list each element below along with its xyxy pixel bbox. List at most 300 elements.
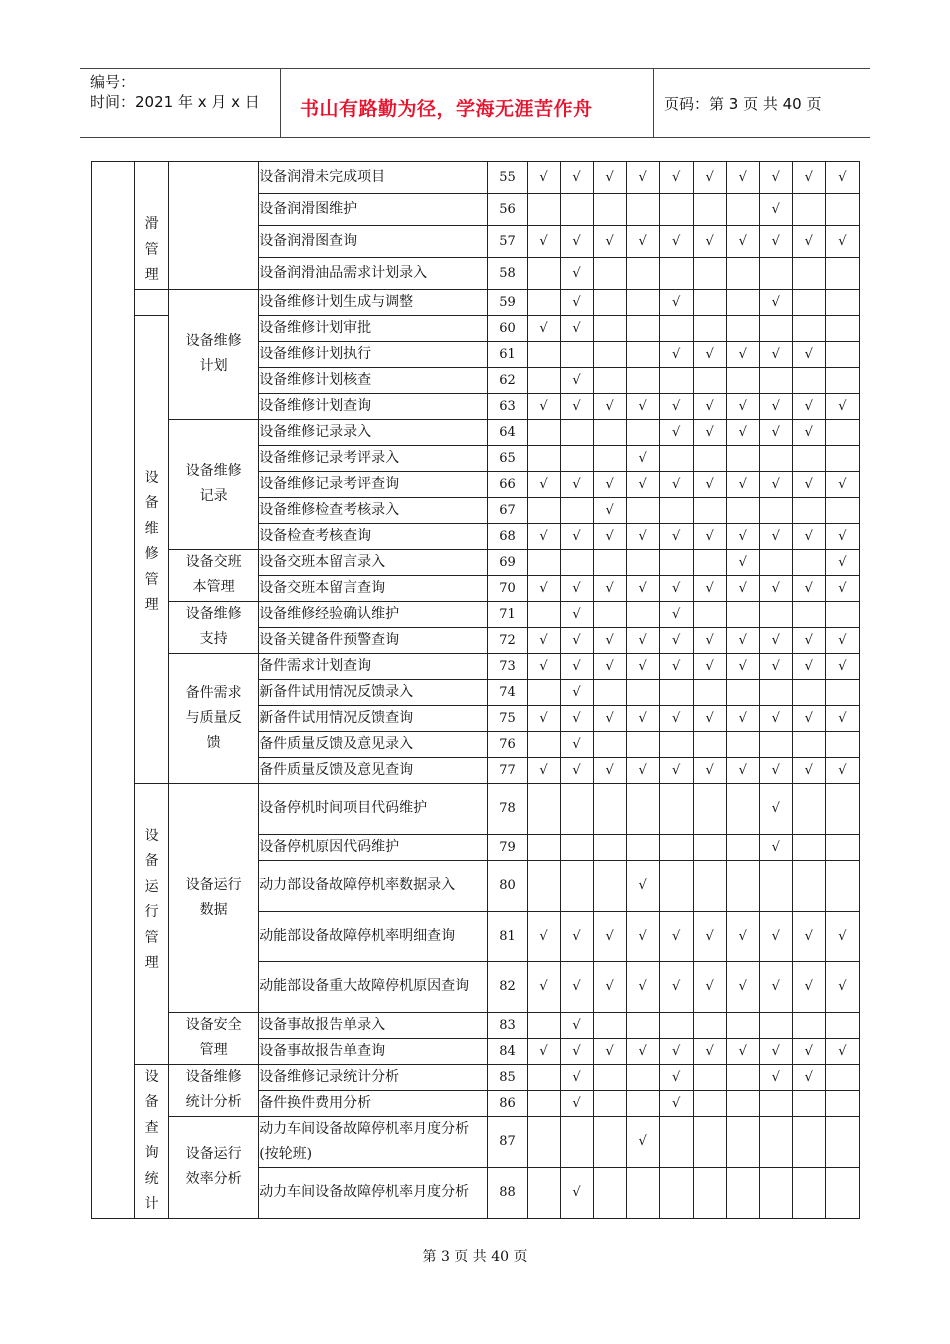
- check-mark: [626, 1064, 659, 1090]
- check-mark: [693, 679, 726, 705]
- check-mark: [792, 1167, 825, 1218]
- check-mark: [527, 679, 560, 705]
- check-mark: √: [726, 523, 759, 549]
- check-mark: √: [659, 705, 693, 731]
- check-mark: √: [560, 1012, 593, 1038]
- function-name: 新备件试用情况反馈查询: [259, 705, 488, 731]
- check-mark: [527, 601, 560, 627]
- check-mark: √: [726, 225, 759, 257]
- group-maint-label: 设备维修管理: [144, 469, 159, 613]
- check-mark: √: [825, 523, 859, 549]
- check-mark: [825, 419, 859, 445]
- table-row: [92, 419, 860, 445]
- check-mark: [593, 1012, 626, 1038]
- function-number: 82: [488, 961, 527, 1012]
- check-mark: [825, 731, 859, 757]
- check-mark: √: [825, 757, 859, 783]
- check-mark: [726, 367, 759, 393]
- check-mark: [792, 679, 825, 705]
- function-name: 设备事故报告单查询: [259, 1038, 488, 1064]
- function-number: 83: [488, 1012, 527, 1038]
- subgroup-shift: 设备交班本管理: [169, 549, 259, 601]
- check-mark: [726, 731, 759, 757]
- check-mark: √: [527, 523, 560, 549]
- check-mark: √: [825, 627, 859, 653]
- function-name: 设备检查考核查询: [259, 523, 488, 549]
- check-mark: √: [726, 1038, 759, 1064]
- function-name: 设备润滑图维护: [259, 193, 488, 225]
- check-mark: [726, 289, 759, 315]
- check-mark: [693, 1116, 726, 1167]
- check-mark: [593, 783, 626, 834]
- function-name: 设备维修计划审批: [259, 315, 488, 341]
- check-mark: [560, 341, 593, 367]
- table-row: [92, 162, 860, 194]
- check-mark: √: [560, 705, 593, 731]
- check-mark: √: [825, 1038, 859, 1064]
- check-mark: [825, 1064, 859, 1090]
- subgroup-safety: 设备安全管理: [169, 1012, 259, 1064]
- check-mark: [759, 549, 792, 575]
- check-mark: [659, 367, 693, 393]
- check-mark: [759, 367, 792, 393]
- check-mark: [659, 315, 693, 341]
- check-mark: [659, 445, 693, 471]
- check-mark: √: [593, 1038, 626, 1064]
- group-query-label: 设备查询统计: [144, 1068, 159, 1212]
- function-number: 66: [488, 471, 527, 497]
- check-mark: √: [527, 471, 560, 497]
- check-mark: [659, 1167, 693, 1218]
- function-number: 81: [488, 911, 527, 961]
- check-mark: [726, 257, 759, 289]
- check-mark: √: [759, 523, 792, 549]
- check-mark: [593, 549, 626, 575]
- function-number: 64: [488, 419, 527, 445]
- check-mark: √: [659, 653, 693, 679]
- check-mark: √: [693, 653, 726, 679]
- check-mark: [659, 834, 693, 860]
- check-mark: [825, 193, 859, 225]
- check-mark: [693, 860, 726, 911]
- check-mark: [693, 731, 726, 757]
- check-mark: √: [759, 393, 792, 419]
- page-footer: 第 3 页 共 40 页: [422, 1249, 528, 1265]
- check-mark: √: [560, 523, 593, 549]
- check-mark: [659, 193, 693, 225]
- header-divider: [653, 69, 654, 137]
- check-mark: √: [626, 961, 659, 1012]
- check-mark: √: [726, 419, 759, 445]
- check-mark: √: [560, 1167, 593, 1218]
- check-mark: √: [659, 1090, 693, 1116]
- check-mark: √: [759, 162, 792, 194]
- check-mark: √: [593, 225, 626, 257]
- check-mark: √: [626, 471, 659, 497]
- function-name: 设备维修计划核查: [259, 367, 488, 393]
- check-mark: √: [527, 575, 560, 601]
- table-row: [92, 1064, 860, 1090]
- check-mark: [626, 341, 659, 367]
- check-mark: √: [560, 627, 593, 653]
- check-mark: √: [659, 523, 693, 549]
- function-number: 71: [488, 601, 527, 627]
- function-number: 61: [488, 341, 527, 367]
- group-query: [135, 1064, 169, 1218]
- check-mark: [693, 1090, 726, 1116]
- group-lube: [135, 162, 169, 290]
- check-mark: [792, 315, 825, 341]
- check-mark: √: [560, 575, 593, 601]
- function-name: 设备维修检查考核录入: [259, 497, 488, 523]
- function-number: 87: [488, 1116, 527, 1167]
- check-mark: [560, 860, 593, 911]
- check-mark: [693, 783, 726, 834]
- check-mark: √: [659, 961, 693, 1012]
- check-mark: √: [527, 393, 560, 419]
- check-mark: [527, 1090, 560, 1116]
- check-mark: √: [792, 961, 825, 1012]
- check-mark: [825, 367, 859, 393]
- check-mark: √: [693, 162, 726, 194]
- check-mark: [593, 289, 626, 315]
- check-mark: [626, 315, 659, 341]
- function-number: 80: [488, 860, 527, 911]
- check-mark: [726, 445, 759, 471]
- table-row: [92, 1116, 860, 1167]
- check-mark: √: [759, 705, 792, 731]
- check-mark: [560, 783, 593, 834]
- check-mark: √: [759, 757, 792, 783]
- check-mark: √: [825, 393, 859, 419]
- check-mark: √: [560, 471, 593, 497]
- check-mark: √: [659, 289, 693, 315]
- check-mark: [527, 367, 560, 393]
- function-name: 设备维修计划查询: [259, 393, 488, 419]
- check-mark: [792, 601, 825, 627]
- subgroup-record: 设备维修记录: [169, 419, 259, 549]
- check-mark: [527, 341, 560, 367]
- check-mark: √: [825, 225, 859, 257]
- check-mark: [593, 419, 626, 445]
- check-mark: [726, 1116, 759, 1167]
- group-maint: [135, 315, 169, 783]
- check-mark: [626, 549, 659, 575]
- function-number: 77: [488, 757, 527, 783]
- check-mark: √: [593, 162, 626, 194]
- check-mark: [726, 1012, 759, 1038]
- code-label: 编号：: [90, 73, 136, 91]
- check-mark: [560, 1116, 593, 1167]
- header-divider: [280, 69, 281, 137]
- check-mark: √: [759, 419, 792, 445]
- check-mark: [693, 1167, 726, 1218]
- function-number: 78: [488, 783, 527, 834]
- function-number: 76: [488, 731, 527, 757]
- function-name: 备件需求计划查询: [259, 653, 488, 679]
- blank-cell: [135, 289, 169, 315]
- check-mark: √: [560, 367, 593, 393]
- check-mark: √: [626, 1116, 659, 1167]
- check-mark: √: [726, 549, 759, 575]
- function-number: 70: [488, 575, 527, 601]
- check-mark: [560, 834, 593, 860]
- check-mark: √: [693, 471, 726, 497]
- table-row: [92, 601, 860, 627]
- check-mark: [560, 193, 593, 225]
- group-oper: [135, 783, 169, 1064]
- check-mark: [659, 1012, 693, 1038]
- check-mark: [825, 601, 859, 627]
- check-mark: [593, 257, 626, 289]
- check-mark: √: [560, 257, 593, 289]
- check-mark: [693, 601, 726, 627]
- check-mark: √: [759, 471, 792, 497]
- check-mark: [726, 497, 759, 523]
- check-mark: [527, 445, 560, 471]
- check-mark: [726, 1090, 759, 1116]
- function-name: 动能部设备重大故障停机原因查询: [259, 961, 488, 1012]
- check-mark: √: [693, 225, 726, 257]
- function-name: 动力部设备故障停机率数据录入: [259, 860, 488, 911]
- check-mark: √: [792, 225, 825, 257]
- function-number: 73: [488, 653, 527, 679]
- check-mark: √: [527, 627, 560, 653]
- time-label: 时间：2021 年 x 月 x 日: [90, 93, 260, 111]
- check-mark: √: [593, 757, 626, 783]
- function-number: 60: [488, 315, 527, 341]
- check-mark: √: [659, 575, 693, 601]
- function-name: 设备事故报告单录入: [259, 1012, 488, 1038]
- check-mark: √: [593, 705, 626, 731]
- check-mark: √: [593, 911, 626, 961]
- check-mark: √: [659, 757, 693, 783]
- check-mark: √: [693, 341, 726, 367]
- function-name: 新备件试用情况反馈录入: [259, 679, 488, 705]
- check-mark: [527, 731, 560, 757]
- function-number: 55: [488, 162, 527, 194]
- function-name: 设备交班本留言查询: [259, 575, 488, 601]
- check-mark: √: [527, 653, 560, 679]
- check-mark: √: [693, 911, 726, 961]
- check-mark: [693, 1012, 726, 1038]
- check-mark: √: [659, 471, 693, 497]
- function-name: 设备维修记录统计分析: [259, 1064, 488, 1090]
- check-mark: [560, 497, 593, 523]
- check-mark: [825, 783, 859, 834]
- function-number: 74: [488, 679, 527, 705]
- check-mark: √: [527, 225, 560, 257]
- check-mark: [593, 1064, 626, 1090]
- check-mark: [825, 1012, 859, 1038]
- check-mark: √: [825, 705, 859, 731]
- function-number: 72: [488, 627, 527, 653]
- check-mark: √: [659, 162, 693, 194]
- check-mark: [593, 445, 626, 471]
- check-mark: √: [626, 757, 659, 783]
- check-mark: √: [726, 705, 759, 731]
- function-name: 设备润滑未完成项目: [259, 162, 488, 194]
- check-mark: [759, 731, 792, 757]
- function-name: 设备维修计划生成与调整: [259, 289, 488, 315]
- check-mark: [792, 860, 825, 911]
- function-name: 备件质量反馈及意见查询: [259, 757, 488, 783]
- check-mark: √: [593, 471, 626, 497]
- function-number: 57: [488, 225, 527, 257]
- check-mark: [659, 731, 693, 757]
- check-mark: √: [626, 445, 659, 471]
- check-mark: [527, 497, 560, 523]
- check-mark: √: [527, 757, 560, 783]
- check-mark: [693, 315, 726, 341]
- check-mark: [825, 679, 859, 705]
- function-number: 86: [488, 1090, 527, 1116]
- check-mark: √: [759, 225, 792, 257]
- check-mark: √: [759, 1064, 792, 1090]
- check-mark: [593, 341, 626, 367]
- check-mark: [659, 1116, 693, 1167]
- check-mark: √: [759, 1038, 792, 1064]
- check-mark: [527, 834, 560, 860]
- check-mark: [659, 860, 693, 911]
- blank-cell: [92, 162, 135, 1219]
- check-mark: √: [659, 1038, 693, 1064]
- check-mark: [825, 1090, 859, 1116]
- check-mark: √: [626, 575, 659, 601]
- check-mark: [792, 1012, 825, 1038]
- check-mark: √: [726, 575, 759, 601]
- check-mark: √: [792, 471, 825, 497]
- check-mark: √: [792, 1064, 825, 1090]
- check-mark: √: [693, 523, 726, 549]
- check-mark: √: [626, 653, 659, 679]
- check-mark: √: [693, 961, 726, 1012]
- check-mark: [759, 497, 792, 523]
- function-number: 56: [488, 193, 527, 225]
- check-mark: [792, 367, 825, 393]
- check-mark: [626, 834, 659, 860]
- check-mark: [825, 341, 859, 367]
- check-mark: [659, 549, 693, 575]
- check-mark: [593, 367, 626, 393]
- function-name: 设备维修经验确认维护: [259, 601, 488, 627]
- check-mark: √: [626, 705, 659, 731]
- check-mark: [593, 601, 626, 627]
- check-mark: √: [593, 497, 626, 523]
- check-mark: [759, 1012, 792, 1038]
- check-mark: [527, 1167, 560, 1218]
- check-mark: √: [726, 341, 759, 367]
- permission-table: [91, 161, 860, 1219]
- check-mark: √: [659, 1064, 693, 1090]
- check-mark: √: [626, 1038, 659, 1064]
- check-mark: √: [792, 757, 825, 783]
- check-mark: √: [560, 961, 593, 1012]
- check-mark: √: [792, 419, 825, 445]
- check-mark: [593, 1090, 626, 1116]
- check-mark: [560, 549, 593, 575]
- check-mark: [792, 445, 825, 471]
- check-mark: [825, 497, 859, 523]
- check-mark: √: [693, 757, 726, 783]
- check-mark: √: [560, 225, 593, 257]
- check-mark: √: [726, 471, 759, 497]
- subgroup-stat: 设备维修统计分析: [169, 1064, 259, 1116]
- check-mark: [626, 783, 659, 834]
- check-mark: √: [726, 757, 759, 783]
- check-mark: √: [792, 627, 825, 653]
- function-name: 设备维修记录考评查询: [259, 471, 488, 497]
- page-number-label: 页码：第 3 页 共 40 页: [664, 95, 822, 113]
- check-mark: √: [626, 162, 659, 194]
- subgroup-spare: 备件需求与质量反馈: [169, 653, 259, 783]
- function-number: 67: [488, 497, 527, 523]
- check-mark: √: [726, 961, 759, 1012]
- check-mark: [527, 289, 560, 315]
- check-mark: [693, 367, 726, 393]
- check-mark: √: [759, 575, 792, 601]
- check-mark: √: [693, 705, 726, 731]
- check-mark: [693, 834, 726, 860]
- check-mark: [593, 1167, 626, 1218]
- check-mark: √: [593, 961, 626, 1012]
- check-mark: [792, 783, 825, 834]
- check-mark: [527, 549, 560, 575]
- check-mark: [792, 1116, 825, 1167]
- table-row: [92, 549, 860, 575]
- check-mark: [626, 1167, 659, 1218]
- check-mark: √: [659, 393, 693, 419]
- check-mark: √: [726, 393, 759, 419]
- check-mark: √: [825, 911, 859, 961]
- check-mark: √: [560, 289, 593, 315]
- check-mark: [726, 679, 759, 705]
- check-mark: [759, 1167, 792, 1218]
- check-mark: √: [792, 523, 825, 549]
- check-mark: √: [825, 471, 859, 497]
- check-mark: √: [825, 549, 859, 575]
- check-mark: [759, 679, 792, 705]
- group-lube-label: 滑管理: [144, 216, 159, 283]
- check-mark: √: [792, 393, 825, 419]
- check-mark: [560, 445, 593, 471]
- check-mark: [759, 601, 792, 627]
- check-mark: √: [759, 193, 792, 225]
- table-row: [92, 653, 860, 679]
- check-mark: √: [626, 393, 659, 419]
- blank-cell: [169, 162, 259, 290]
- function-name: 设备关键备件预警查询: [259, 627, 488, 653]
- function-name: 备件换件费用分析: [259, 1090, 488, 1116]
- check-mark: √: [693, 627, 726, 653]
- check-mark: [792, 1090, 825, 1116]
- check-mark: √: [659, 601, 693, 627]
- check-mark: [626, 731, 659, 757]
- check-mark: √: [527, 705, 560, 731]
- check-mark: √: [792, 653, 825, 679]
- subgroup-plan: 设备维修计划: [169, 289, 259, 419]
- check-mark: [693, 193, 726, 225]
- check-mark: [626, 193, 659, 225]
- check-mark: [825, 257, 859, 289]
- check-mark: [527, 257, 560, 289]
- check-mark: [626, 679, 659, 705]
- check-mark: [792, 497, 825, 523]
- function-name: 设备润滑油品需求计划录入: [259, 257, 488, 289]
- check-mark: [726, 783, 759, 834]
- check-mark: √: [659, 225, 693, 257]
- check-mark: [693, 445, 726, 471]
